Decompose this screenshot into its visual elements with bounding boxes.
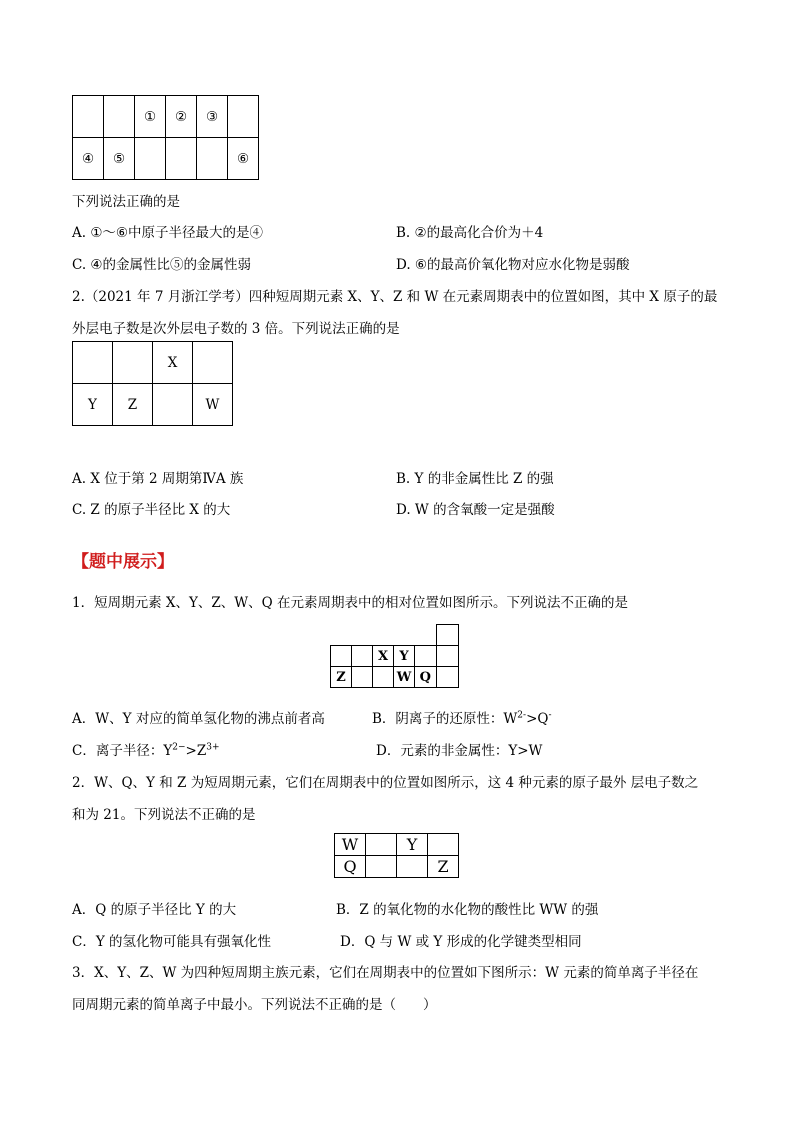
question-stem-line1: 2.（2021 年 7 月浙江学考）四种短周期元素 X、Y、Z 和 W 在元素周期表中的位置如图，其中 X 原子的最 <box>72 289 718 305</box>
section-title: 【题中展示】 <box>72 552 174 572</box>
grid1-cell <box>73 96 104 138</box>
grid3-cell <box>352 646 373 667</box>
grid2-cell <box>153 384 193 426</box>
grid1-cell <box>166 138 197 180</box>
question-1-stem: 1．短周期元素 X、Y、Z、W、Q 在元素周期表中的相对位置如图所示。下列说法不正确的是 <box>72 595 629 611</box>
question-2-stem-line1: 2．W、Q、Y 和 Z 为短周期元素，它们在周期表中的位置如图所示，这 4 种元素的原子最外 层电子数之 <box>72 775 699 791</box>
grid2-cell <box>73 342 113 384</box>
grid3-cell: Q <box>415 667 437 688</box>
grid3-cell: W <box>394 667 415 688</box>
grid4-cell: Z <box>428 856 459 878</box>
grid1-cell: ④ <box>73 138 104 180</box>
question-2-stem-line2: 和为 21。下列说法不正确的是 <box>72 807 256 823</box>
periodic-grid-4 <box>334 833 459 878</box>
grid3-cell <box>352 667 373 688</box>
grid3-cell <box>436 625 458 646</box>
grid1-cell <box>197 138 228 180</box>
option-a: A. X 位于第 2 周期第ⅣA 族 <box>72 471 244 487</box>
grid3-cell <box>415 646 437 667</box>
grid4-cell: Y <box>397 834 428 856</box>
periodic-grid-1 <box>72 95 259 180</box>
grid2-cell: X <box>153 342 193 384</box>
option-c: C. ④的金属性比⑤的金属性弱 <box>72 257 252 273</box>
grid2-cell: Z <box>113 384 153 426</box>
option-d: D. W 的含氧酸一定是强酸 <box>396 502 555 518</box>
grid3-cell: Y <box>394 646 415 667</box>
option-b: B．阴离子的还原性：$W^{2-}>Q^-$ <box>372 710 552 727</box>
option-b: B. ②的最高化合价为＋4 <box>396 225 544 241</box>
grid4-cell <box>428 834 459 856</box>
option-d: D. ⑥的最高价氧化物对应水化物是弱酸 <box>396 257 630 273</box>
grid2-cell: W <box>193 384 233 426</box>
grid2-cell <box>193 342 233 384</box>
grid4-cell <box>366 834 397 856</box>
grid3-cell <box>436 646 458 667</box>
option-b: B．Z 的氧化物的水化物的酸性比 WW 的强 <box>336 902 599 918</box>
grid1-cell: ② <box>166 96 197 138</box>
grid1-cell: ⑥ <box>228 138 259 180</box>
option-a: A. ①～⑥中原子半径最大的是④ <box>72 225 264 241</box>
grid1-cell: ③ <box>197 96 228 138</box>
grid2-cell <box>113 342 153 384</box>
periodic-grid-3 <box>330 624 459 688</box>
grid1-cell <box>104 96 135 138</box>
question-3-stem-line2: 同周期元素的简单离子中最小。下列说法不正确的是（ ） <box>72 997 437 1013</box>
question-stem-line2: 外层电子数是次外层电子数的 3 倍。下列说法正确的是 <box>72 321 400 337</box>
grid3-cell: Z <box>331 667 352 688</box>
question-stem: 下列说法正确的是 <box>72 194 180 210</box>
option-d: D．元素的非金属性：Y>W <box>376 743 543 759</box>
grid1-cell: ⑤ <box>104 138 135 180</box>
grid3-cell <box>436 667 458 688</box>
option-b: B. Y 的非金属性比 Z 的强 <box>396 471 554 487</box>
option-c: C．Y 的氢化物可能具有强氧化性 <box>72 934 272 950</box>
grid3-cell <box>373 667 394 688</box>
grid3-cell <box>331 646 352 667</box>
option-c: C．离子半径：$Y^{2-}>Z^{3+}$ <box>72 742 220 759</box>
option-d: D．Q 与 W 或 Y 形成的化学键类型相同 <box>340 934 582 950</box>
grid2-cell: Y <box>73 384 113 426</box>
grid4-cell <box>397 856 428 878</box>
grid4-cell: W <box>335 834 366 856</box>
periodic-grid-2 <box>72 341 233 426</box>
option-c: C. Z 的原子半径比 X 的大 <box>72 502 231 518</box>
grid1-cell: ① <box>135 96 166 138</box>
option-a: A．Q 的原子半径比 Y 的大 <box>72 902 237 918</box>
question-3-stem-line1: 3．X、Y、Z、W 为四种短周期主族元素，它们在周期表中的位置如下图所示：W 元素的简单离子半径在 <box>72 965 699 981</box>
option-a: A．W、Y 对应的简单氢化物的沸点前者高 <box>72 711 325 727</box>
grid4-cell <box>366 856 397 878</box>
grid3-cell: X <box>373 646 394 667</box>
grid1-cell <box>135 138 166 180</box>
grid1-cell <box>228 96 259 138</box>
grid4-cell: Q <box>335 856 366 878</box>
